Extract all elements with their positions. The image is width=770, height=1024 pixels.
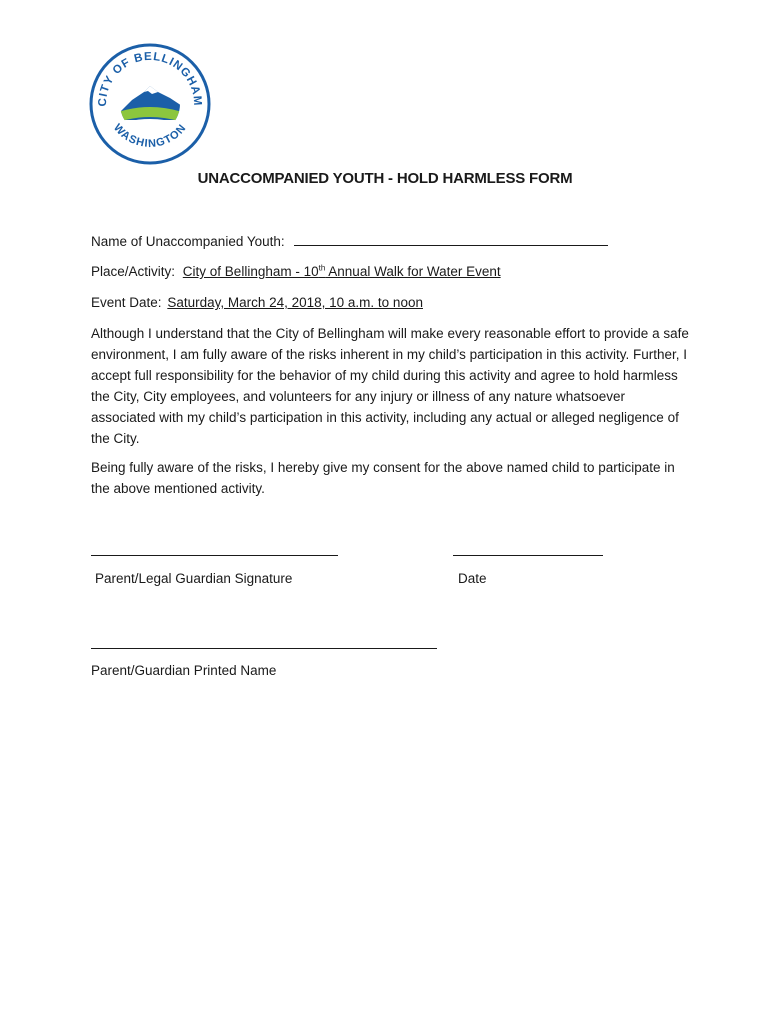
city-of-bellingham-logo [88, 42, 212, 166]
event-date-row [91, 295, 423, 310]
guardian-signature-label: Parent/Legal Guardian Signature [95, 571, 293, 586]
form-title: UNACCOMPANIED YOUTH - HOLD HARMLESS FORM [197, 170, 573, 187]
logo-bottom-text: WASHINGTON [111, 121, 189, 151]
place-value [183, 264, 501, 279]
consent-paragraph: Being fully aware of the risks, I hereby give my consent for the above named child to participate in the above mentioned activity. [91, 460, 675, 496]
printed-name-line[interactable] [91, 648, 437, 649]
guardian-signature-line[interactable] [91, 555, 338, 556]
youth-name-label: Name of Unaccompanied Youth: [91, 234, 285, 249]
youth-name-field[interactable] [294, 233, 608, 246]
youth-name-row [91, 233, 608, 249]
liability-paragraph: Although I understand that the City of Bellingham will make every reasonable effort to provide a safe environment, I am fully aware of the risks inherent in my child’s participation in this activity. Further, I accept full responsibility for the behavior of my child during this activity and agree to hold harmless the City, City employees, and volunteers for any injury or illness of any nature whatsoever associated with my child’s participation in this activity, including any actual or alleged negligence of the City. [91, 326, 689, 446]
date-label: Date [458, 571, 487, 586]
logo-emblem [118, 72, 182, 136]
place-label: Place/Activity: [91, 264, 176, 279]
place-value-rest: Annual Walk for Water Event [325, 264, 501, 279]
event-date-label: Event Date: [91, 295, 162, 310]
printed-name-label: Parent/Guardian Printed Name [91, 663, 277, 678]
date-line[interactable] [453, 555, 603, 556]
place-value-main: City of Bellingham - 10 [182, 264, 319, 279]
event-date-value: Saturday, March 24, 2018, 10 a.m. to noon [167, 295, 423, 310]
logo-top-text: CITY OF BELLINGHAM [96, 50, 204, 107]
place-activity-row [91, 264, 501, 279]
place-value-ordinal: th [318, 263, 326, 273]
